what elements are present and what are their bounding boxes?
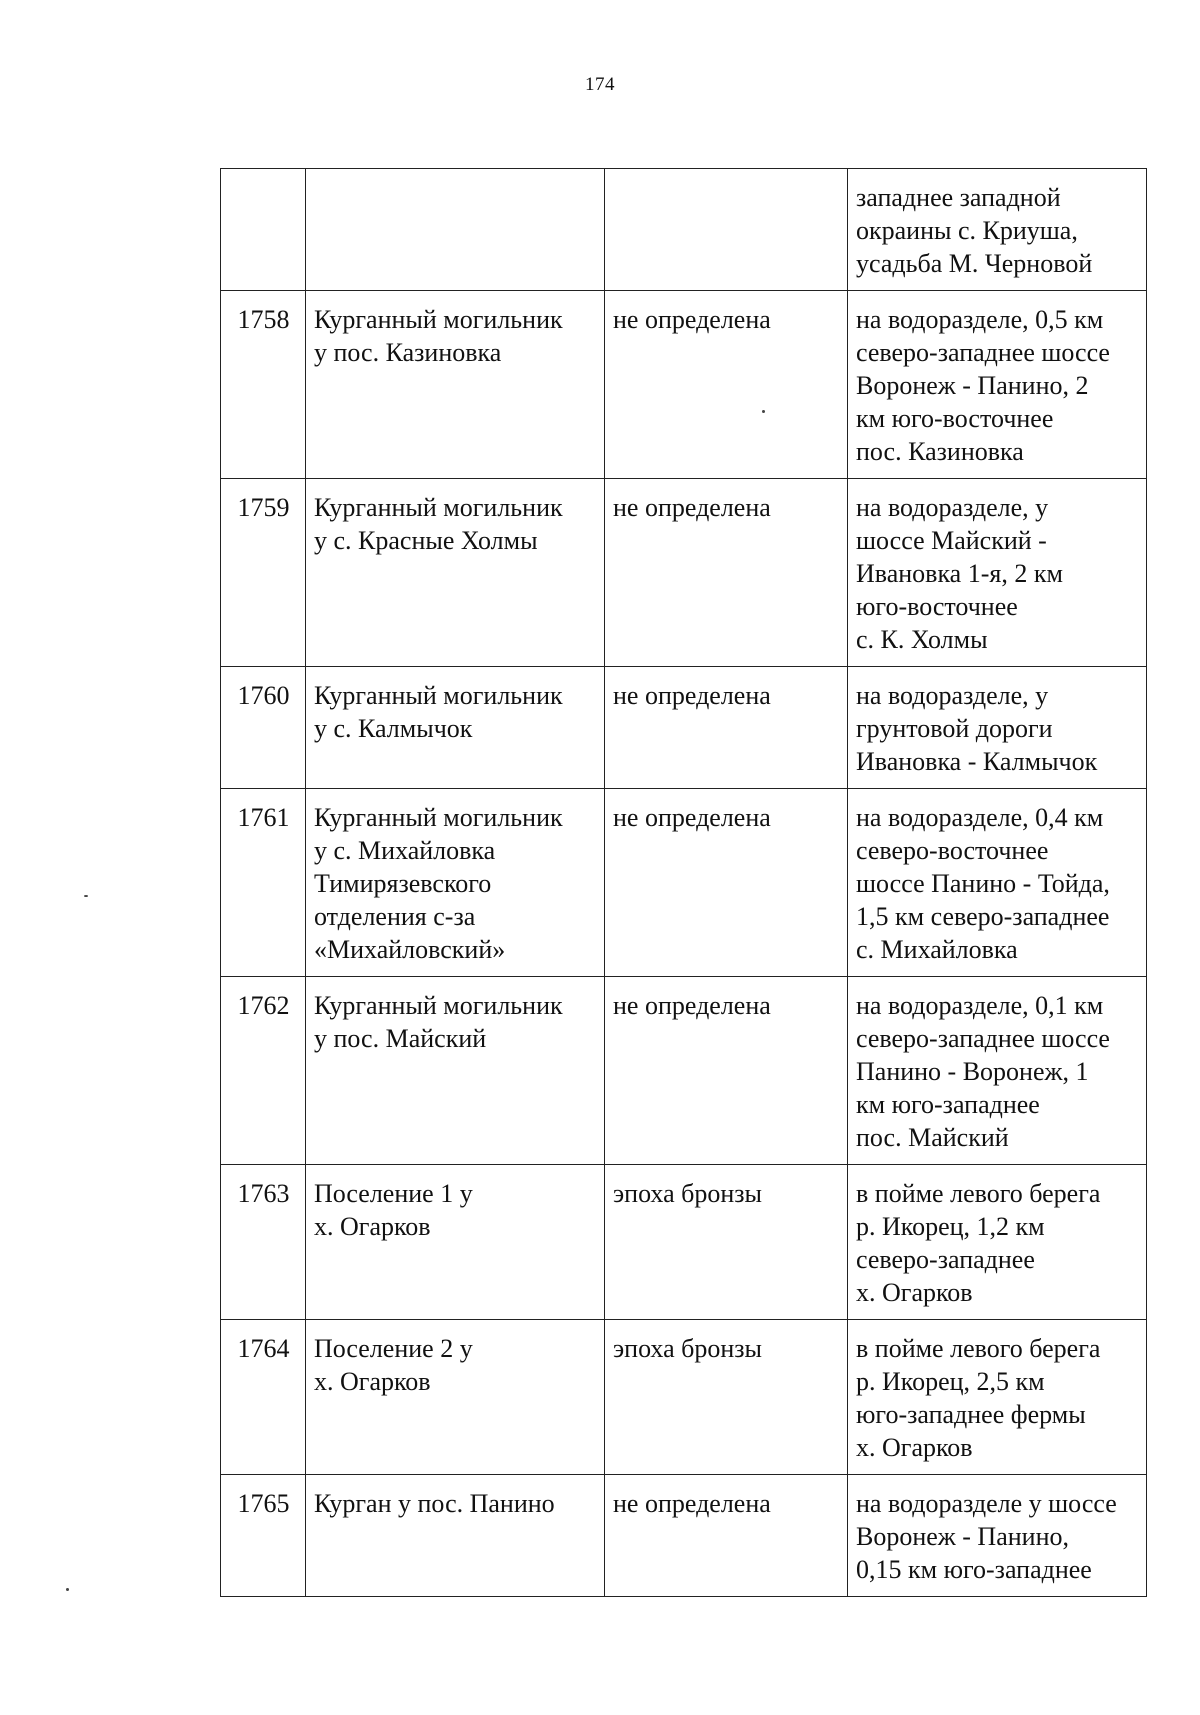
site-name-line: х. Огарков	[314, 1212, 431, 1241]
table-row	[221, 169, 1147, 291]
site-name-line: Курганный могильник	[314, 803, 563, 832]
site-name-line: «Михайловский»	[314, 935, 506, 964]
site-location-line: Ивановка - Калмычок	[856, 747, 1098, 776]
scan-speck	[84, 895, 88, 897]
site-location-line: на водоразделе, у	[856, 681, 1049, 710]
table-row	[221, 977, 1147, 1165]
site-location-line: х. Огарков	[856, 1278, 973, 1307]
site-location-line: Панино - Воронеж, 1	[856, 1057, 1089, 1086]
site-name-cell	[306, 169, 605, 291]
site-dating-cell: не определена	[605, 789, 848, 977]
site-name-line: Тимирязевского	[314, 869, 492, 898]
site-location-line: грунтовой дороги	[856, 714, 1053, 743]
site-name-cell	[306, 291, 605, 479]
site-name-line: Курганный могильник	[314, 991, 563, 1020]
site-name-line: х. Огарков	[314, 1367, 431, 1396]
site-location-line: 1,5 км северо-западнее	[856, 902, 1110, 931]
site-location-cell	[848, 1165, 1147, 1320]
site-location-line: с. К. Холмы	[856, 625, 988, 654]
heritage-sites-table	[220, 168, 1147, 1597]
site-number-cell: 1761	[221, 789, 306, 977]
site-name-cell	[306, 789, 605, 977]
site-dating-cell: не определена	[605, 291, 848, 479]
site-location-line: пос. Казиновка	[856, 437, 1024, 466]
site-location-line: Воронеж - Панино, 2	[856, 371, 1089, 400]
site-name-cell	[306, 1165, 605, 1320]
site-location-cell	[848, 667, 1147, 789]
site-location-cell	[848, 479, 1147, 667]
site-name-line: Курган у пос. Панино	[314, 1489, 555, 1518]
site-location-line: р. Икорец, 2,5 км	[856, 1367, 1045, 1396]
table-row	[221, 1320, 1147, 1475]
table-row	[221, 291, 1147, 479]
site-name-line: у с. Михайловка	[314, 836, 496, 865]
site-number-cell: 1764	[221, 1320, 306, 1475]
site-location-line: северо-западнее шоссе	[856, 1024, 1110, 1053]
site-location-cell	[848, 169, 1147, 291]
site-location-line: с. Михайловка	[856, 935, 1018, 964]
table-row	[221, 789, 1147, 977]
site-dating-cell: не определена	[605, 977, 848, 1165]
site-location-line: р. Икорец, 1,2 км	[856, 1212, 1045, 1241]
site-location-line: шоссе Панино - Тойда,	[856, 869, 1110, 898]
site-name-line: Курганный могильник	[314, 305, 563, 334]
table-row	[221, 1475, 1147, 1597]
site-name-cell	[306, 667, 605, 789]
site-number-cell	[221, 169, 306, 291]
site-location-line: на водоразделе, у	[856, 493, 1049, 522]
site-location-line: км юго-восточнее	[856, 404, 1054, 433]
site-number-cell: 1760	[221, 667, 306, 789]
site-number-cell: 1759	[221, 479, 306, 667]
site-location-cell	[848, 1320, 1147, 1475]
site-name-line: отделения с-за	[314, 902, 476, 931]
site-location-cell	[848, 977, 1147, 1165]
site-location-line: в пойме левого берега	[856, 1334, 1101, 1363]
site-name-line: Поселение 1 у	[314, 1179, 473, 1208]
site-dating-cell: не определена	[605, 479, 848, 667]
site-name-cell	[306, 1320, 605, 1475]
site-location-line: окраины с. Криуша,	[856, 216, 1078, 245]
site-location-cell	[848, 291, 1147, 479]
site-location-line: на водоразделе, 0,4 км	[856, 803, 1104, 832]
site-number-cell: 1758	[221, 291, 306, 479]
site-location-line: Ивановка 1-я, 2 км	[856, 559, 1063, 588]
site-location-line: х. Огарков	[856, 1433, 973, 1462]
site-name-line: у с. Калмычок	[314, 714, 473, 743]
site-location-line: юго-восточнее	[856, 592, 1018, 621]
table-row	[221, 479, 1147, 667]
table-row	[221, 667, 1147, 789]
site-location-line: на водоразделе у шоссе	[856, 1489, 1117, 1518]
site-location-line: шоссе Майский -	[856, 526, 1047, 555]
site-location-line: пос. Майский	[856, 1123, 1009, 1152]
site-name-cell	[306, 479, 605, 667]
site-location-line: западнее западной	[856, 183, 1061, 212]
site-location-line: северо-западнее шоссе	[856, 338, 1110, 367]
site-dating-cell	[605, 169, 848, 291]
site-location-line: усадьба М. Черновой	[856, 249, 1093, 278]
site-dating-cell: не определена	[605, 1475, 848, 1597]
table-row	[221, 1165, 1147, 1320]
scan-speck	[762, 410, 765, 413]
site-number-cell: 1763	[221, 1165, 306, 1320]
site-location-line: 0,15 км юго-западнее	[856, 1555, 1092, 1584]
site-number-cell: 1765	[221, 1475, 306, 1597]
site-location-line: км юго-западнее	[856, 1090, 1040, 1119]
site-location-line: Воронеж - Панино,	[856, 1522, 1069, 1551]
site-dating-cell: эпоха бронзы	[605, 1165, 848, 1320]
site-name-line: Курганный могильник	[314, 681, 563, 710]
site-dating-cell: эпоха бронзы	[605, 1320, 848, 1475]
site-name-cell	[306, 977, 605, 1165]
scan-speck	[66, 1588, 69, 1591]
site-dating-cell: не определена	[605, 667, 848, 789]
page-number: 174	[585, 74, 615, 95]
site-location-line: северо-восточнее	[856, 836, 1049, 865]
site-location-cell	[848, 789, 1147, 977]
site-location-line: в пойме левого берега	[856, 1179, 1101, 1208]
site-location-line: на водоразделе, 0,5 км	[856, 305, 1104, 334]
site-name-line: у с. Красные Холмы	[314, 526, 538, 555]
site-name-line: Поселение 2 у	[314, 1334, 473, 1363]
site-location-cell	[848, 1475, 1147, 1597]
table-body	[221, 169, 1147, 1597]
site-number-cell: 1762	[221, 977, 306, 1165]
site-name-cell	[306, 1475, 605, 1597]
site-name-line: у пос. Майский	[314, 1024, 487, 1053]
site-name-line: у пос. Казиновка	[314, 338, 502, 367]
site-location-line: юго-западнее фермы	[856, 1400, 1086, 1429]
site-location-line: на водоразделе, 0,1 км	[856, 991, 1104, 1020]
site-name-line: Курганный могильник	[314, 493, 563, 522]
site-location-line: северо-западнее	[856, 1245, 1035, 1274]
